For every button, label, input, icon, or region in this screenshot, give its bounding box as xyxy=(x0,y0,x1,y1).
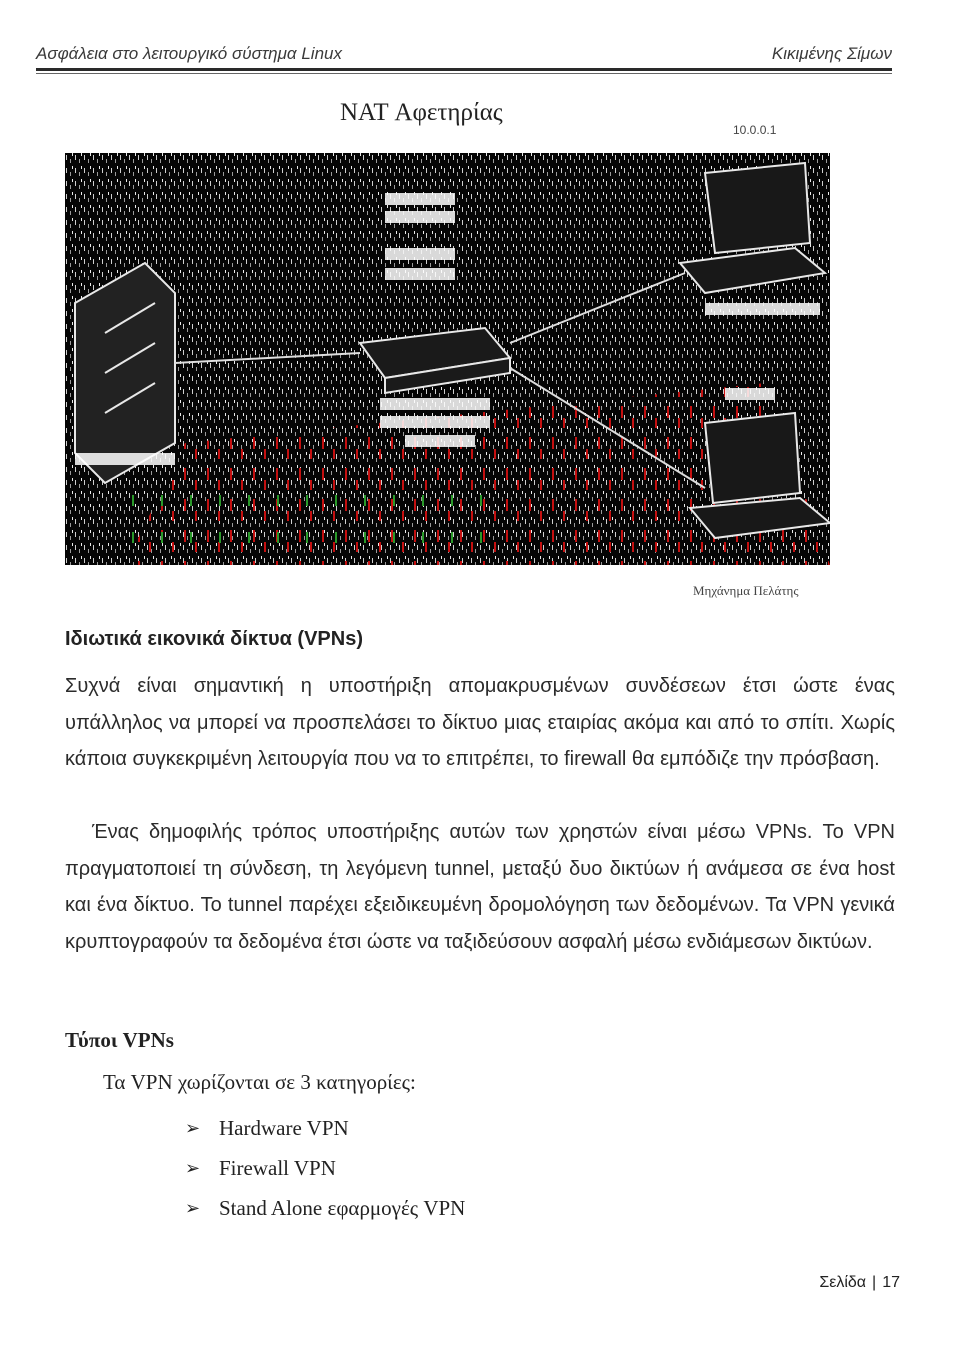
list-item-label: Hardware VPN xyxy=(219,1115,349,1140)
server-tower-icon xyxy=(75,263,175,483)
nat-figure xyxy=(65,93,830,603)
header-author: Κικιμένης Σίμων xyxy=(771,44,892,63)
arrow-bullet-icon: ➢ xyxy=(185,1197,201,1218)
list-item-label: Stand Alone εφαρμογές VPN xyxy=(219,1195,466,1220)
arrow-bullet-icon: ➢ xyxy=(185,1117,201,1138)
network-diagram-image xyxy=(65,153,830,565)
header-rule-thin xyxy=(36,73,892,74)
header-rule xyxy=(36,68,892,71)
vpn-types-intro: Τα VPN χωρίζονται σε 3 κατηγορίες: xyxy=(103,1070,416,1094)
list-item xyxy=(185,1188,465,1228)
list-item-label: Firewall VPN xyxy=(219,1155,336,1180)
figure-title: NAT Αφετηρίας xyxy=(340,99,503,126)
arrow-bullet-icon: ➢ xyxy=(185,1157,201,1178)
header-document-title: Ασφάλεια στο λειτουργικό σύστημα Linux xyxy=(36,44,342,63)
paragraph-vpn-description: Ένας δημοφιλής τρόπος υποστήριξης αυτών των χρηστών είναι μέσω VPNs. Το VPN πραγματοποιεί τη σύνδεση, τη λεγόμενη tunnel, μεταξύ δυο δικτύων ή ανάμεσα σε ένα host και ένα δίκτυο. Το tunnel παρέχει εξειδικευμένη δρομολόγηση των δεδομένων. Τα VPN γενικά κρυπτογραφούν τα δεδομένα έτσι ώστε να ταξιδεύσουν ασφαλή μέσω ενδιάμεσων δικτύων. xyxy=(65,821,895,953)
section-heading-vpns: Ιδιωτικά εικονικά δίκτυα (VPNs) xyxy=(65,628,363,650)
list-item xyxy=(185,1108,465,1148)
list-item xyxy=(185,1148,465,1188)
page-label: Σελίδα xyxy=(819,1274,867,1291)
figure-client-label: Μηχάνημα Πελάτης xyxy=(693,583,799,598)
figure-ip-label: 10.0.0.1 xyxy=(733,123,777,137)
section-heading-vpn-types: Τύποι VPNs xyxy=(65,1028,174,1052)
vpn-types-list xyxy=(185,1108,465,1228)
page-number: 17 xyxy=(882,1274,900,1291)
page-separator: | xyxy=(872,1274,877,1291)
page-header xyxy=(36,44,892,70)
page-footer xyxy=(819,1274,900,1292)
paragraph-remote-access: Συχνά είναι σημαντική η υποστήριξη απομακρυσμένων συνδέσεων έτσι ώστε ένας υπάλληλος να μπορεί να προσπελάσει το δίκτυο μιας εταιρίας ακόμα και από το σπίτι. Χωρίς κάποια συγκεκριμένη λειτουργία που να το επιτρέπει, το firewall θα εμπόδιζε την πρόσβαση. xyxy=(65,675,895,770)
